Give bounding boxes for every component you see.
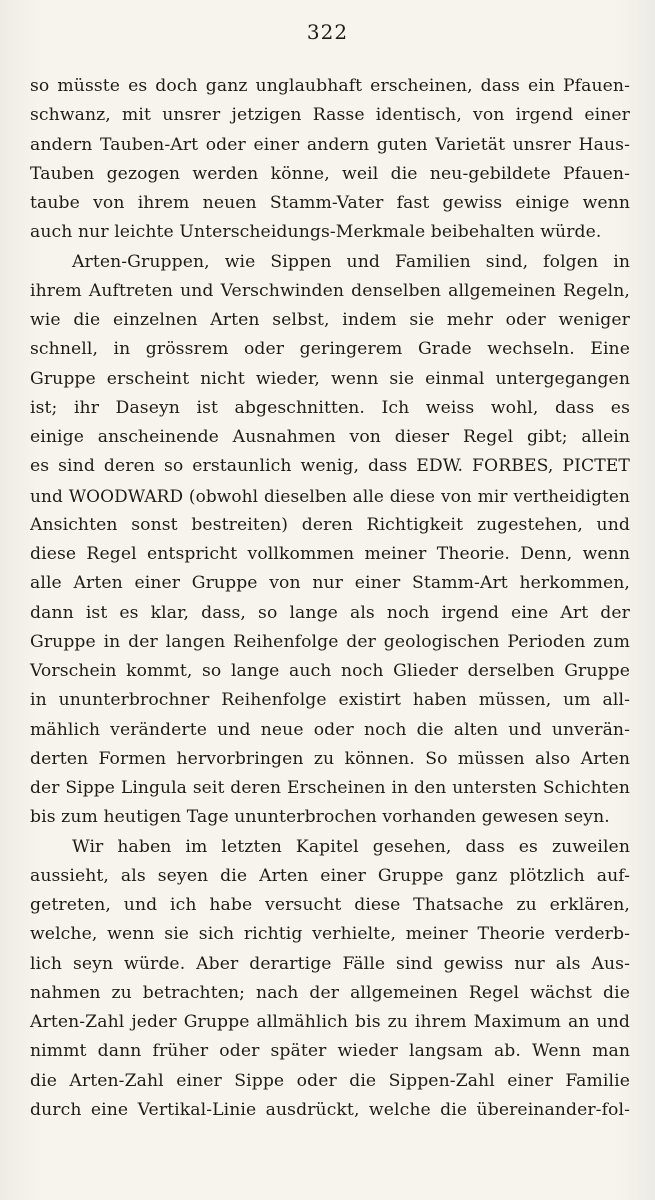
text-line: Vorschein kommt, so lange auch noch Glieder derselben Gruppe [30,661,630,681]
text-line: dann ist es klar, dass, so lange als noch irgend eine Art der [30,602,630,623]
text-line: wie die einzelnen Arten selbst, indem sie mehr oder weniger [30,310,630,330]
text-line: Arten-Zahl jeder Gruppe allmählich bis zu ihrem Maximum an und [30,1012,630,1032]
text-line: Gruppe in der langen Reihenfolge der geologischen Perioden zum [30,631,630,652]
text-line: die Arten-Zahl einer Sippe oder die Sippen-Zahl einer Familie [30,1070,630,1091]
text-line: so müsste es doch ganz unglaubhaft erscheinen, dass ein Pfauen- [30,76,630,96]
text-line: andern Tauben-Art oder einer andern guten Varietät unsrer Haus- [30,134,630,155]
text-line: und WOODWARD (obwohl dieselben alle diese von mir vertheidigten [30,485,630,506]
text-line: alle Arten einer Gruppe von nur einer Stamm-Art herkommen, [30,573,630,594]
text-line: ist; ihr Daseyn ist abgeschnitten. Ich weiss wohl, dass es [30,397,630,418]
text-line: schwanz, mit unsrer jetzigen Rasse identisch, von irgend einer [30,105,630,126]
text-line: durch eine Vertikal-Linie ausdrückt, welche die übereinander-fol- [30,1099,630,1120]
text-line: diese Regel entspricht vollkommen meiner Theorie. Denn, wenn [30,544,630,564]
text-line: auch nur leichte Unterscheidungs-Merkmale beibehalten würde. [30,222,602,243]
page-number: 322 [306,20,349,44]
text-line: Arten-Gruppen, wie Sippen und Familien sind, folgen in [72,251,630,272]
text-line: Ansichten sonst bestreiten) deren Richtigkeit zugestehen, und [30,514,630,535]
text-line: der Sippe Lingula seit deren Erscheinen in den untersten Schichten [30,778,630,798]
text-line: aussieht, als seyen die Arten einer Gruppe ganz plötzlich auf- [30,865,630,886]
text-line: es sind deren so erstaunlich wenig, dass EDW. FORBES, PICTET [30,456,630,477]
text-line: bis zum heutigen Tage ununterbrochen vorhanden gewesen seyn. [30,807,610,828]
text-line: Wir haben im letzten Kapitel gesehen, dass es zuweilen [72,836,630,857]
text-line: getreten, und ich habe versucht diese Thatsache zu erklären, [30,895,630,915]
text-line: mählich veränderte und neue oder noch die alten und unverän- [30,719,630,740]
text-line: lich seyn würde. Aber derartige Fälle sind gewiss nur als Aus- [30,953,630,974]
text-line: ihrem Auftreten und Verschwinden denselben allgemeinen Regeln, [30,280,630,301]
text-line: nahmen zu betrachten; nach der allgemeinen Regel wächst die [30,982,630,1003]
text-line: Tauben gezogen werden könne, weil die neu-gebildete Pfauen- [30,163,630,184]
body-text [30,72,630,1125]
text-line: nimmt dann früher oder später wieder langsam ab. Wenn man [30,1041,630,1062]
text-line: derten Formen hervorbringen zu können. So müssen also Arten [30,748,630,769]
text-line: taube von ihrem neuen Stamm-Vater fast gewiss einige wenn [30,193,630,213]
text-line: in ununterbrochner Reihenfolge existirt haben müssen, um all- [30,690,630,711]
text-line: einige anscheinende Ausnahmen von dieser Regel gibt; allein [30,427,630,447]
text-line: Gruppe erscheint nicht wieder, wenn sie einmal untergegangen [30,368,630,389]
text-line: welche, wenn sie sich richtig verhielte, meiner Theorie verderb- [30,924,630,945]
text-line: schnell, in grössrem oder geringerem Grade wechseln. Eine [30,339,630,360]
